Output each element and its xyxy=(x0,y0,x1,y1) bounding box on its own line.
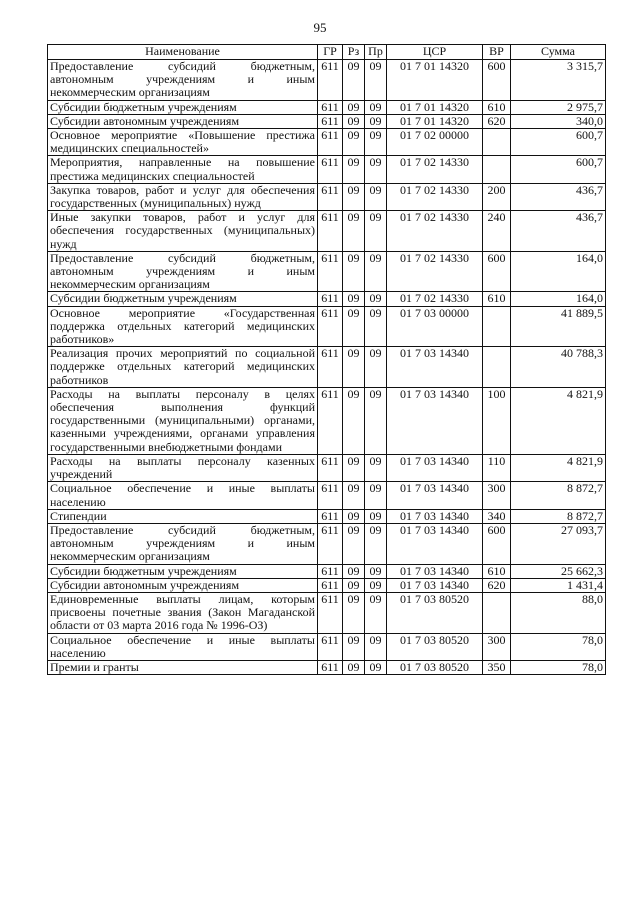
cell-sum: 88,0 xyxy=(511,592,606,633)
cell-pr: 09 xyxy=(365,306,387,347)
table-row xyxy=(48,129,606,156)
cell-pr: 09 xyxy=(365,578,387,592)
cell-pr: 09 xyxy=(365,347,387,388)
cell-pr: 09 xyxy=(365,292,387,306)
cell-name: Единовременные выплаты лицам, которым присвоены почетные звания (Закон Магаданской области от 03 марта 2016 года № 1996-ОЗ) xyxy=(48,592,318,633)
cell-name: Основное мероприятие «Повышение престижа медицинских специальностей» xyxy=(48,129,318,156)
cell-rz: 09 xyxy=(343,347,365,388)
cell-csr: 01 7 03 14340 xyxy=(387,523,483,564)
cell-rz: 09 xyxy=(343,129,365,156)
cell-rz: 09 xyxy=(343,509,365,523)
cell-pr: 09 xyxy=(365,183,387,210)
cell-csr: 01 7 03 14340 xyxy=(387,347,483,388)
cell-pr: 09 xyxy=(365,509,387,523)
cell-name: Предоставление субсидий бюджетным, автономным учреждениям и иным некоммерческим организациям xyxy=(48,523,318,564)
cell-gr: 611 xyxy=(318,660,343,674)
table-row xyxy=(48,156,606,183)
header-sum: Сумма xyxy=(511,45,606,60)
cell-name: Субсидии автономным учреждениям xyxy=(48,578,318,592)
table-row xyxy=(48,454,606,481)
cell-sum: 3 315,7 xyxy=(511,60,606,101)
cell-rz: 09 xyxy=(343,183,365,210)
cell-csr: 01 7 01 14320 xyxy=(387,60,483,101)
cell-rz: 09 xyxy=(343,60,365,101)
cell-gr: 611 xyxy=(318,509,343,523)
cell-sum: 25 662,3 xyxy=(511,564,606,578)
header-rz: Рз xyxy=(343,45,365,60)
cell-gr: 611 xyxy=(318,564,343,578)
cell-csr: 01 7 02 14330 xyxy=(387,251,483,292)
cell-vr: 240 xyxy=(483,211,511,252)
cell-csr: 01 7 02 14330 xyxy=(387,156,483,183)
cell-rz: 09 xyxy=(343,211,365,252)
table-row xyxy=(48,60,606,101)
cell-csr: 01 7 03 80520 xyxy=(387,633,483,660)
cell-sum: 2 975,7 xyxy=(511,100,606,114)
cell-name: Субсидии бюджетным учреждениям xyxy=(48,564,318,578)
cell-name: Субсидии бюджетным учреждениям xyxy=(48,100,318,114)
cell-name: Социальное обеспечение и иные выплаты населению xyxy=(48,482,318,509)
cell-pr: 09 xyxy=(365,387,387,454)
cell-name: Социальное обеспечение и иные выплаты населению xyxy=(48,633,318,660)
cell-name: Закупка товаров, работ и услуг для обеспечения государственных (муниципальных) нужд xyxy=(48,183,318,210)
cell-csr: 01 7 01 14320 xyxy=(387,114,483,128)
cell-csr: 01 7 01 14320 xyxy=(387,100,483,114)
cell-csr: 01 7 03 14340 xyxy=(387,578,483,592)
cell-sum: 78,0 xyxy=(511,633,606,660)
cell-csr: 01 7 03 80520 xyxy=(387,660,483,674)
cell-csr: 01 7 03 14340 xyxy=(387,482,483,509)
cell-vr: 300 xyxy=(483,482,511,509)
cell-name: Расходы на выплаты персоналу в целях обеспечения выполнения функций государственными (муниципальными) органами, казенными учреждениями, органами управления государственными внебюджетными фондами xyxy=(48,387,318,454)
cell-vr: 600 xyxy=(483,60,511,101)
cell-gr: 611 xyxy=(318,100,343,114)
cell-gr: 611 xyxy=(318,211,343,252)
budget-table xyxy=(47,44,606,675)
cell-vr: 620 xyxy=(483,114,511,128)
table-row xyxy=(48,578,606,592)
table-row xyxy=(48,100,606,114)
cell-vr: 340 xyxy=(483,509,511,523)
cell-sum: 340,0 xyxy=(511,114,606,128)
cell-rz: 09 xyxy=(343,306,365,347)
table-body xyxy=(48,60,606,675)
cell-gr: 611 xyxy=(318,306,343,347)
cell-vr: 610 xyxy=(483,100,511,114)
cell-pr: 09 xyxy=(365,482,387,509)
cell-name: Субсидии автономным учреждениям xyxy=(48,114,318,128)
cell-name: Мероприятия, направленные на повышение престижа медицинских специальностей xyxy=(48,156,318,183)
cell-pr: 09 xyxy=(365,129,387,156)
cell-name: Субсидии бюджетным учреждениям xyxy=(48,292,318,306)
cell-vr: 600 xyxy=(483,523,511,564)
header-pr: Пр xyxy=(365,45,387,60)
header-vr: ВР xyxy=(483,45,511,60)
cell-name: Основное мероприятие «Государственная поддержка отдельных категорий медицинских работников» xyxy=(48,306,318,347)
cell-csr: 01 7 03 14340 xyxy=(387,454,483,481)
cell-vr xyxy=(483,129,511,156)
cell-sum: 8 872,7 xyxy=(511,509,606,523)
cell-csr: 01 7 03 14340 xyxy=(387,509,483,523)
cell-gr: 611 xyxy=(318,292,343,306)
cell-gr: 611 xyxy=(318,387,343,454)
table-row xyxy=(48,564,606,578)
table-row xyxy=(48,251,606,292)
cell-sum: 600,7 xyxy=(511,129,606,156)
table-row xyxy=(48,292,606,306)
cell-rz: 09 xyxy=(343,251,365,292)
table-row xyxy=(48,347,606,388)
cell-csr: 01 7 03 14340 xyxy=(387,564,483,578)
cell-vr: 610 xyxy=(483,292,511,306)
cell-vr xyxy=(483,306,511,347)
cell-csr: 01 7 03 14340 xyxy=(387,387,483,454)
cell-gr: 611 xyxy=(318,633,343,660)
cell-rz: 09 xyxy=(343,660,365,674)
cell-gr: 611 xyxy=(318,523,343,564)
cell-pr: 09 xyxy=(365,114,387,128)
table-row xyxy=(48,114,606,128)
cell-name: Предоставление субсидий бюджетным, автономным учреждениям и иным некоммерческим организациям xyxy=(48,251,318,292)
cell-vr: 200 xyxy=(483,183,511,210)
cell-sum: 40 788,3 xyxy=(511,347,606,388)
cell-rz: 09 xyxy=(343,564,365,578)
table-row xyxy=(48,660,606,674)
cell-sum: 164,0 xyxy=(511,251,606,292)
cell-pr: 09 xyxy=(365,633,387,660)
cell-rz: 09 xyxy=(343,114,365,128)
cell-pr: 09 xyxy=(365,454,387,481)
table-row xyxy=(48,306,606,347)
cell-name: Расходы на выплаты персоналу казенных учреждений xyxy=(48,454,318,481)
table-row xyxy=(48,211,606,252)
cell-vr: 300 xyxy=(483,633,511,660)
cell-csr: 01 7 03 80520 xyxy=(387,592,483,633)
cell-gr: 611 xyxy=(318,251,343,292)
cell-rz: 09 xyxy=(343,592,365,633)
cell-vr xyxy=(483,347,511,388)
cell-rz: 09 xyxy=(343,454,365,481)
cell-pr: 09 xyxy=(365,156,387,183)
cell-vr: 110 xyxy=(483,454,511,481)
cell-sum: 600,7 xyxy=(511,156,606,183)
cell-sum: 4 821,9 xyxy=(511,454,606,481)
cell-name: Иные закупки товаров, работ и услуг для обеспечения государственных (муниципальных) нужд xyxy=(48,211,318,252)
cell-pr: 09 xyxy=(365,60,387,101)
cell-gr: 611 xyxy=(318,114,343,128)
cell-sum: 78,0 xyxy=(511,660,606,674)
table-row xyxy=(48,592,606,633)
cell-pr: 09 xyxy=(365,523,387,564)
cell-vr xyxy=(483,592,511,633)
cell-vr: 350 xyxy=(483,660,511,674)
table-row xyxy=(48,387,606,454)
cell-gr: 611 xyxy=(318,347,343,388)
table-row xyxy=(48,482,606,509)
table-row xyxy=(48,509,606,523)
cell-name: Реализация прочих мероприятий по социальной поддержке отдельных категорий медицинских работников xyxy=(48,347,318,388)
cell-gr: 611 xyxy=(318,578,343,592)
cell-rz: 09 xyxy=(343,292,365,306)
cell-rz: 09 xyxy=(343,387,365,454)
cell-csr: 01 7 02 14330 xyxy=(387,292,483,306)
table-row xyxy=(48,633,606,660)
cell-pr: 09 xyxy=(365,564,387,578)
cell-rz: 09 xyxy=(343,523,365,564)
cell-pr: 09 xyxy=(365,100,387,114)
cell-vr: 600 xyxy=(483,251,511,292)
cell-name: Предоставление субсидий бюджетным, автономным учреждениям и иным некоммерческим организациям xyxy=(48,60,318,101)
cell-gr: 611 xyxy=(318,156,343,183)
cell-sum: 4 821,9 xyxy=(511,387,606,454)
cell-csr: 01 7 02 00000 xyxy=(387,129,483,156)
cell-sum: 164,0 xyxy=(511,292,606,306)
cell-vr xyxy=(483,156,511,183)
cell-vr: 620 xyxy=(483,578,511,592)
cell-rz: 09 xyxy=(343,156,365,183)
table-row xyxy=(48,183,606,210)
cell-vr: 100 xyxy=(483,387,511,454)
cell-name: Премии и гранты xyxy=(48,660,318,674)
cell-sum: 436,7 xyxy=(511,211,606,252)
cell-pr: 09 xyxy=(365,660,387,674)
header-name: Наименование xyxy=(48,45,318,60)
cell-name: Стипендии xyxy=(48,509,318,523)
cell-sum: 41 889,5 xyxy=(511,306,606,347)
cell-vr: 610 xyxy=(483,564,511,578)
cell-gr: 611 xyxy=(318,454,343,481)
cell-gr: 611 xyxy=(318,129,343,156)
cell-pr: 09 xyxy=(365,251,387,292)
cell-rz: 09 xyxy=(343,578,365,592)
cell-gr: 611 xyxy=(318,592,343,633)
cell-rz: 09 xyxy=(343,100,365,114)
cell-gr: 611 xyxy=(318,183,343,210)
cell-sum: 8 872,7 xyxy=(511,482,606,509)
cell-sum: 1 431,4 xyxy=(511,578,606,592)
table-header-row xyxy=(48,45,606,60)
header-csr: ЦСР xyxy=(387,45,483,60)
cell-sum: 436,7 xyxy=(511,183,606,210)
cell-sum: 27 093,7 xyxy=(511,523,606,564)
cell-csr: 01 7 02 14330 xyxy=(387,211,483,252)
page-number: 95 xyxy=(313,20,327,35)
header-gr: ГР xyxy=(318,45,343,60)
cell-rz: 09 xyxy=(343,482,365,509)
table-row xyxy=(48,523,606,564)
cell-rz: 09 xyxy=(343,633,365,660)
cell-gr: 611 xyxy=(318,60,343,101)
cell-csr: 01 7 03 00000 xyxy=(387,306,483,347)
cell-pr: 09 xyxy=(365,592,387,633)
cell-pr: 09 xyxy=(365,211,387,252)
cell-csr: 01 7 02 14330 xyxy=(387,183,483,210)
cell-gr: 611 xyxy=(318,482,343,509)
